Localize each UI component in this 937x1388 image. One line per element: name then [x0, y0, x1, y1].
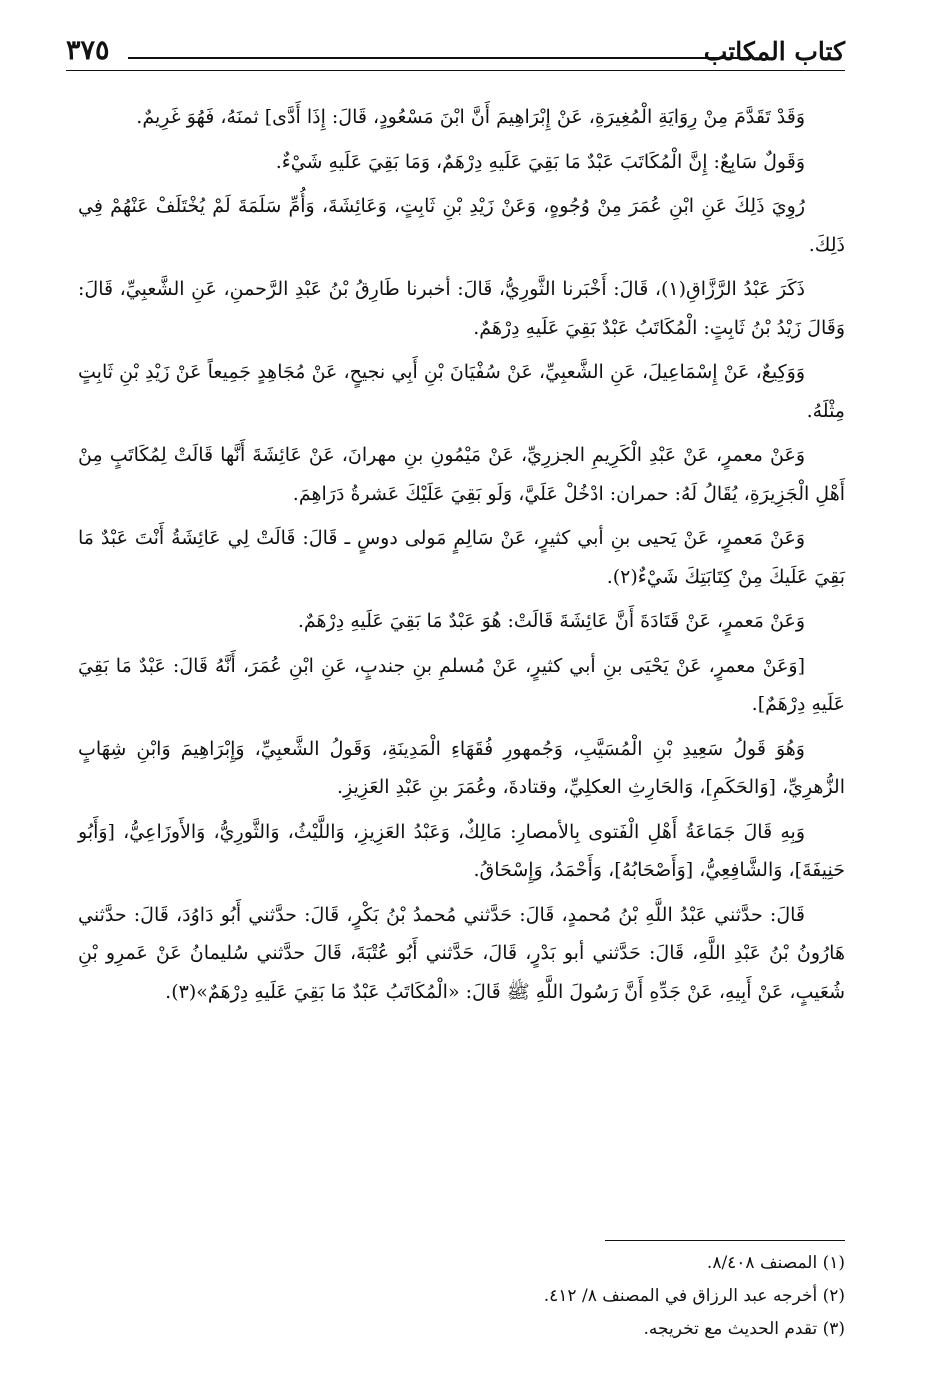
paragraph: [وَعَنْ معمرٍ، عَنْ يَحْيَى بنِ أبي كثيرٍ، عَنْ مُسلمِ بنِ جندبٍ، عَنِ ابْنِ عُمَرَ، أَنَّهُ قَالَ: عَبْدٌ مَا بَقِيَ عَلَيهِ دِرْهَمٌ].: [78, 654, 845, 715]
paragraph: وَقَدْ تَقَدَّمَ مِنْ رِوَايَةِ الْمُغِيرَةِ، عَنْ إِبْرَاهِيمَ أَنَّ ابْنَ مَسْعُودٍ، قَالَ: إِذَا أَدَّى] ثمنَهُ، فَهُوَ غَرِيمٌ.: [136, 106, 805, 128]
paragraph: ذَكَرَ عَبْدُ الرَّزَّاقِ(١)، قَالَ: أَخْبَرنا الثَّورِيُّ، قَالَ: أخبرنا طَارِقُ بْنُ عَبْدِ الرَّحمنِ، عَنِ الشَّعبِيِّ، قَالَ: وَقَالَ زَيْدُ بْنُ ثَابِتٍ: الْمُكَاتَبُ عَبْدٌ بَقِيَ عَلَيهِ دِرْهَمٌ.: [78, 278, 845, 339]
paragraph: وَهُوَ قَولُ سَعِيدِ بْنِ الْمُسَيَّبِ، وَجُمهورِ فُقَهَاءِ الْمَدِينَةِ، وَقَولُ الشَّعبِيِّ، وَإِبْرَاهِيمَ وَابْنِ شِهَابٍ الزُّهرِيِّ، [وَالحَكَمِ]، وَالحَارِثِ العكلِيِّ، وقتادةَ، وعُمَرَ بنِ عَبْدِ العَزِيزِ.: [78, 737, 845, 798]
paragraph: وَبِهِ قَالَ جَمَاعَةُ أَهْلِ الْفَتوى بِالأمصارِ: مَالِكٌ، وَعَبْدُ العَزِيزِ، وَاللَّيْثُ، وَالثَّورِيُّ، وَالأَوزَاعِيُّ، [وَأَبُو حَنِيفَةَ]، وَالشَّافِعِيُّ، [وَأَصْحَابُهُ]، وَأَحْمَدُ، وَإِسْحَاقُ.: [78, 820, 845, 881]
footnote: (٣) تقدم الحديث مع تخريجه.: [643, 1319, 845, 1339]
header-underline: [66, 70, 845, 71]
paragraph: وَعَنْ مَعمرٍ، عَنْ قَتَادَةَ أَنَّ عَائِشَةَ قَالَتْ: هُوَ عَبْدٌ مَا بَقِيَ عَلَيهِ دِرْهَمٌ.: [297, 610, 805, 632]
paragraph: وَعَنْ معمرٍ، عَنْ عَبْدِ الْكَرِيمِ الجزرِيِّ، عَنْ مَيْمُونِ بنِ مهرانَ، عَنْ عَائِشَةَ أَنَّها قَالَتْ لِمُكَاتَبٍ مِنْ أَهْلِ الْجَزِيرَةِ، يُقَالُ لَهُ: حمران: ادْخُلْ عَلَيَّ، وَلَو بَقِيَ عَلَيْكَ عَشرةُ دَرَاهِمَ.: [78, 444, 845, 505]
running-title: كتاب المكاتب: [703, 37, 845, 66]
paragraph: وَوَكِيعٌ، عَنْ إِسْمَاعِيلَ، عَنِ الشَّعبِيِّ، عَنْ سُفْيَانَ بْنِ أَبِي نجيحٍ، عَنْ مُجَاهِدٍ جَمِيعاً عَنْ زَيْدِ بْنِ ثَابِتٍ مِثْلَهُ.: [78, 361, 845, 422]
paragraph: وَقَولٌ سَابِعٌ: إِنَّ الْمُكَاتَبَ عَبْدٌ مَا بَقِيَ عَلَيهِ دِرْهَمٌ، وَمَا بَقِيَ عَلَيهِ شَيْءٌ.: [275, 150, 805, 173]
paragraph: وَعَنْ مَعمرٍ، عَنْ يَحيى بنِ أبي كثيرٍ، عَنْ سَالِمٍ مَولى دوسٍ ـ قَالَ: قَالَتْ لِي عَائِشَةُ أَنْتَ عَبْدٌ مَا بَقِيَ عَلَيكَ مِنْ كِتَابَتِكَ شَيْءٌ(٢).: [78, 527, 845, 588]
paragraph: قَالَ: حدَّثني عَبْدُ اللَّهِ بْنُ مُحمدٍ، قَالَ: حَدَّثني مُحمدُ بْنُ بَكْرٍ، قَالَ: حدَّثني أَبُو دَاوُدَ، قَالَ: حدَّثني هَارُونُ بْنُ عَبْدِ اللَّهِ، قَالَ: حَدَّثني أبو بَدْرٍ، قَالَ، حَدَّثني أَبُو عُتْبَةَ، قَالَ حدَّثني سُليمانُ عَنْ عَمرِو بْنِ شُعَيبٍ، عَنْ أَبِيهِ، عَنْ جَدِّهِ أَنَّ رَسُولَ اللَّهِ ﷺ قَالَ: «الْمُكَاتَبُ عَبْدٌ مَا بَقِيَ عَلَيهِ دِرْهَمٌ»(٣).: [78, 903, 845, 1003]
footnote: (١) المصنف ٨/٤٠٨.: [706, 1253, 845, 1273]
page-number: ٣٧٥: [66, 35, 110, 66]
page-header: [66, 26, 845, 66]
header-rule: [128, 57, 751, 59]
main-text: [78, 98, 845, 1017]
footnote-separator: [605, 1240, 845, 1241]
footnote: (٢) أخرجه عبد الرزاق في المصنف ٨/ ٤١٢.: [543, 1286, 845, 1306]
paragraph: رُوِيَ ذَلِكَ عَنِ ابْنِ عُمَرَ مِنْ وُجُوهٍ، وَعَنْ زَيْدِ بْنِ ثَابِتٍ، وَعَائِشَةَ، وَأُمِّ سَلَمَةَ لَمْ يُخْتَلَفْ عَنْهُمْ فِي ذَلِكَ.: [78, 195, 845, 256]
footnotes: [300, 1247, 845, 1346]
